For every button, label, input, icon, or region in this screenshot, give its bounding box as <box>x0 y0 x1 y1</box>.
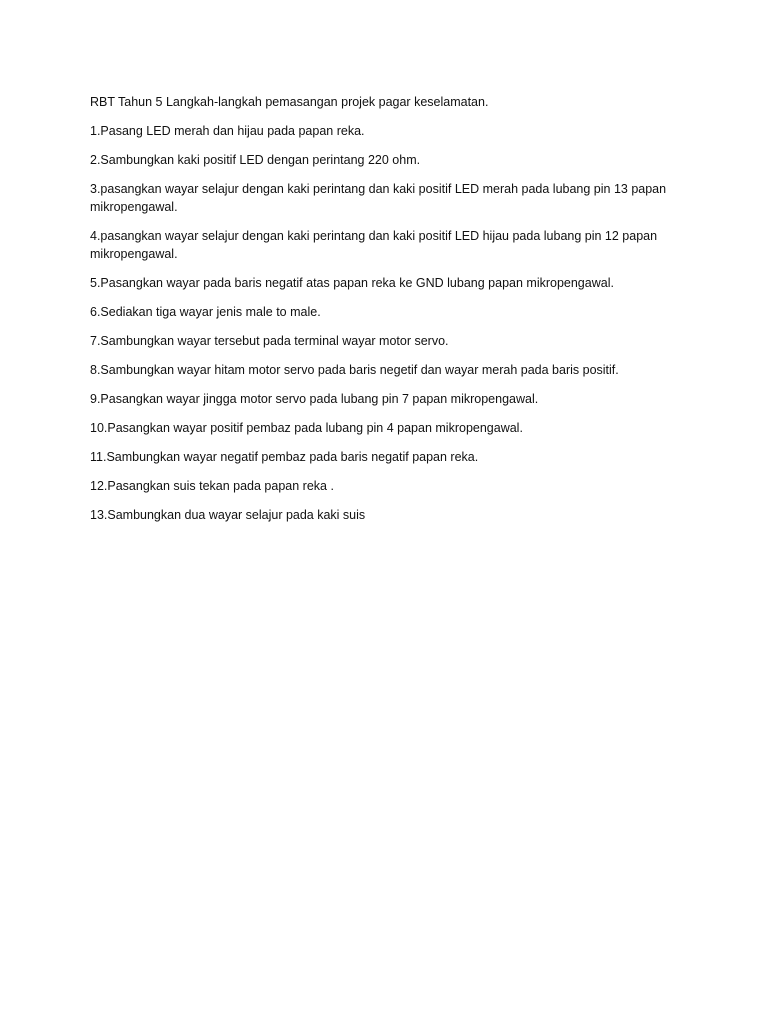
step-item: 13.Sambungkan dua wayar selajur pada kaki suis <box>90 508 366 522</box>
step-item: 5.Pasangkan wayar pada baris negatif atas papan reka ke GND lubang papan mikropengawal. <box>90 276 614 290</box>
step-item: 7.Sambungkan wayar tersebut pada terminal wayar motor servo. <box>90 334 449 348</box>
document-body <box>90 93 690 535</box>
step-item: 4.pasangkan wayar selajur dengan kaki perintang dan kaki positif LED hijau pada lubang pin 12 papan mikropengawal. <box>90 229 658 261</box>
step-item: 9.Pasangkan wayar jingga motor servo pada lubang pin 7 papan mikropengawal. <box>90 392 539 406</box>
step-item: 8.Sambungkan wayar hitam motor servo pada baris negetif dan wayar merah pada baris positif. <box>90 363 619 377</box>
step-item: 12.Pasangkan suis tekan pada papan reka . <box>90 479 334 493</box>
step-item: 11.Sambungkan wayar negatif pembaz pada baris negatif papan reka. <box>90 450 479 464</box>
step-item: 10.Pasangkan wayar positif pembaz pada lubang pin 4 papan mikropengawal. <box>90 421 523 435</box>
step-item: 6.Sediakan tiga wayar jenis male to male. <box>90 305 321 319</box>
step-item: 2.Sambungkan kaki positif LED dengan perintang 220 ohm. <box>90 153 421 167</box>
step-list <box>90 122 690 524</box>
document-title: RBT Tahun 5 Langkah-langkah pemasangan projek pagar keselamatan. <box>90 95 489 109</box>
step-item: 3.pasangkan wayar selajur dengan kaki perintang dan kaki positif LED merah pada lubang pin 13 papan mikropengawal. <box>90 182 667 214</box>
step-item: 1.Pasang LED merah dan hijau pada papan reka. <box>90 124 365 138</box>
